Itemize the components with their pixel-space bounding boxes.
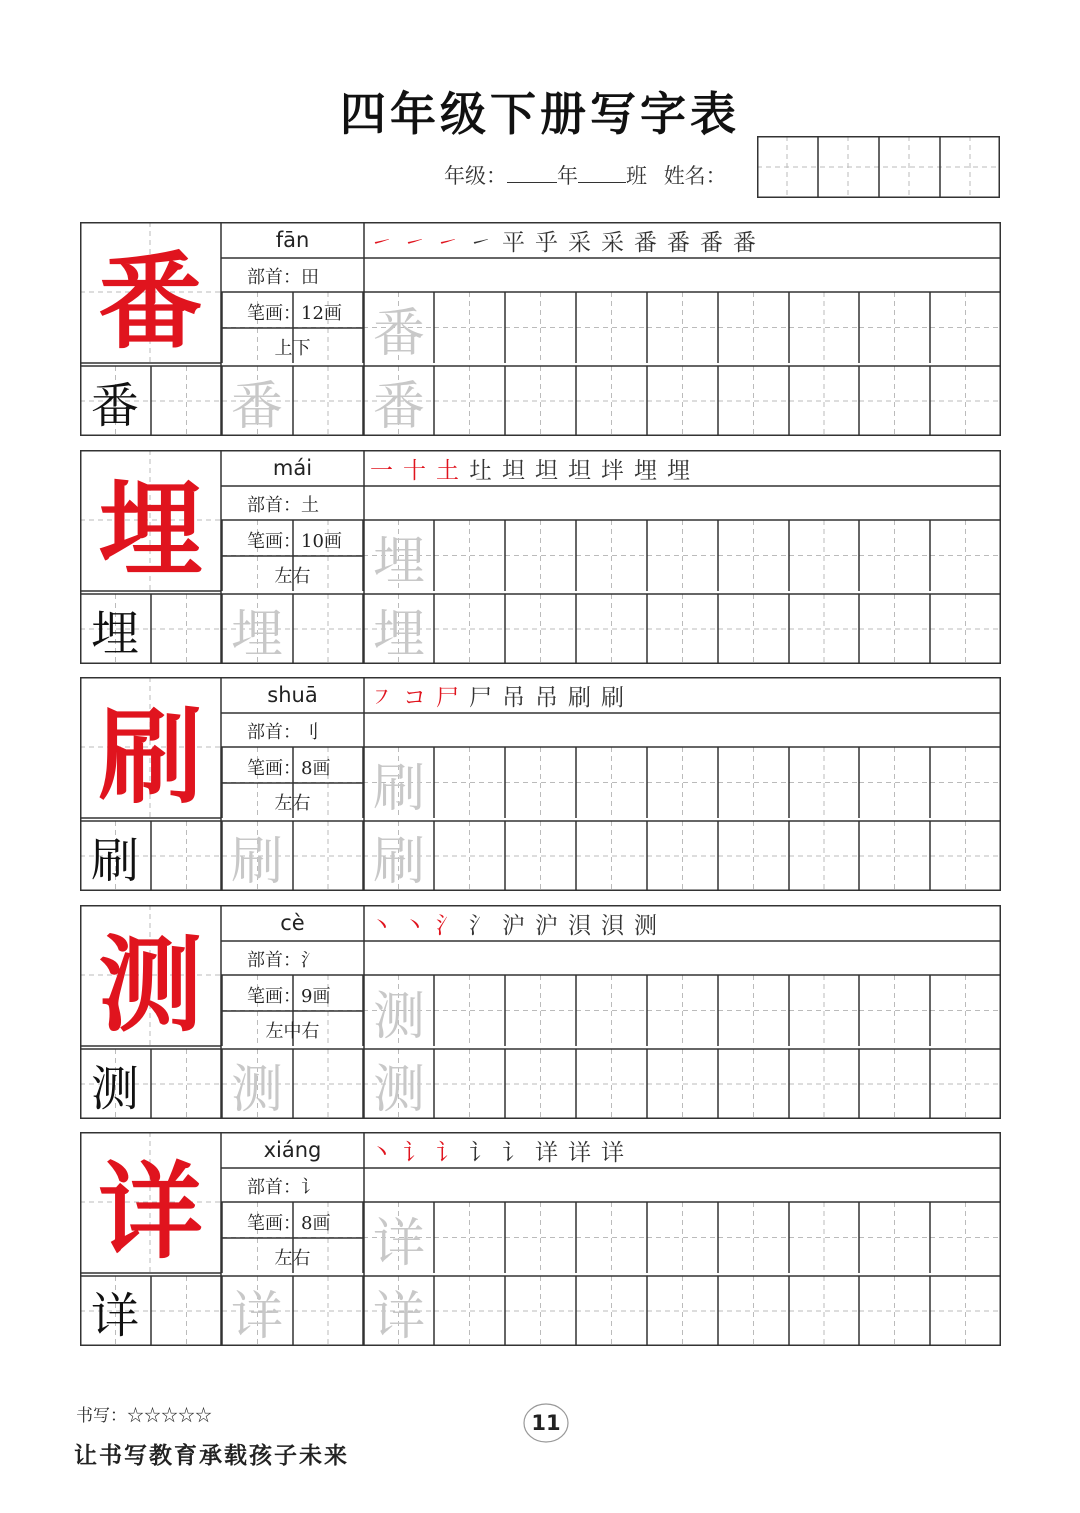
grade-blank[interactable]	[507, 163, 557, 183]
stroke-step: 采	[601, 229, 624, 256]
trace-character: 番	[372, 376, 425, 437]
character-block	[80, 1132, 1001, 1346]
stroke-step: 番	[667, 229, 690, 256]
stroke-count: 笔画：12画	[247, 302, 342, 324]
trace-character: 详	[230, 1286, 283, 1347]
stroke-step: ㇀	[469, 229, 492, 256]
radical-info: 部首：氵	[247, 949, 319, 971]
stroke-count: 笔画：9画	[247, 985, 331, 1007]
structure-type: 左中右	[265, 1020, 320, 1042]
name-label: 姓名：	[663, 164, 727, 188]
trace-character: 详	[372, 1286, 425, 1347]
stroke-step: 测	[634, 912, 657, 939]
stroke-step: 刷	[601, 684, 624, 711]
stroke-order	[370, 222, 990, 258]
stroke-step: 详	[535, 1139, 558, 1166]
stroke-order	[370, 1132, 990, 1168]
trace-character: 刷	[230, 831, 283, 892]
stroke-step: 浿	[601, 912, 624, 939]
stroke-step: 坢	[601, 457, 624, 484]
stroke-step: 氵	[436, 912, 459, 939]
character-block	[80, 450, 1001, 664]
stroke-step: 土	[436, 457, 459, 484]
stroke-step: 讠	[502, 1139, 525, 1166]
stroke-step: 丶	[370, 1139, 393, 1166]
stroke-step: 番	[634, 229, 657, 256]
stroke-count: 笔画：10画	[247, 530, 342, 552]
trace-character: 埋	[372, 531, 425, 592]
stroke-count: 笔画：8画	[247, 757, 331, 779]
stroke-step: ㇀	[403, 229, 426, 256]
stroke-step: 沪	[502, 912, 525, 939]
stroke-step: 坦	[535, 457, 558, 484]
stroke-step: 丶	[403, 912, 426, 939]
trace-character: 番	[230, 376, 283, 437]
trace-character: 刷	[372, 758, 425, 819]
stroke-step: 丶	[370, 912, 393, 939]
model-character-small: 测	[90, 1060, 139, 1117]
structure-type: 左右	[274, 792, 311, 814]
slogan: 让书写教育承载孩子未来	[74, 1442, 349, 1469]
stroke-step: 尸	[469, 684, 492, 711]
stroke-step: 吊	[535, 684, 558, 711]
stroke-step: 详	[601, 1139, 624, 1166]
structure-type: 上下	[274, 337, 311, 359]
stroke-step: 平	[502, 229, 525, 256]
stroke-step: 一	[370, 457, 393, 484]
stroke-step: 氵	[469, 912, 492, 939]
writing-rating: 书写：☆☆☆☆☆	[76, 1406, 212, 1426]
grade-label: 年级：	[444, 164, 507, 188]
trace-character: 番	[372, 303, 425, 364]
model-character-small: 埋	[90, 605, 139, 662]
trace-character: 详	[372, 1213, 425, 1274]
trace-character: 测	[372, 986, 425, 1047]
stroke-step: 圵	[469, 457, 492, 484]
pinyin: fān	[275, 228, 310, 252]
stroke-step: 沪	[535, 912, 558, 939]
stroke-step: 十	[403, 457, 426, 484]
character-block	[80, 677, 1001, 891]
stroke-count: 笔画：8画	[247, 1212, 331, 1234]
stroke-step: 乎	[535, 229, 558, 256]
model-character-small: 刷	[90, 832, 139, 889]
model-character-small: 番	[90, 377, 139, 434]
class-label: 班	[626, 164, 647, 188]
pinyin: cè	[280, 911, 305, 935]
model-character-large: 详	[98, 1149, 203, 1273]
model-character-large: 刷	[98, 694, 203, 818]
stroke-step: 吊	[502, 684, 525, 711]
stroke-order	[370, 677, 990, 713]
stroke-step: 尸	[436, 684, 459, 711]
year-label: 年	[557, 164, 578, 188]
stroke-step: 讠	[436, 1139, 459, 1166]
stroke-step: ㇇	[370, 684, 393, 711]
radical-info: 部首：讠	[247, 1176, 319, 1198]
trace-character: 刷	[372, 831, 425, 892]
stroke-step: 番	[700, 229, 723, 256]
radical-info: 部首：刂	[247, 721, 319, 743]
stroke-step: 埋	[634, 457, 657, 484]
character-block	[80, 222, 1001, 436]
stroke-step: 埋	[667, 457, 690, 484]
stroke-step: 坦	[502, 457, 525, 484]
structure-type: 左右	[274, 565, 311, 587]
stroke-order	[370, 450, 990, 486]
structure-type: 左右	[274, 1247, 311, 1269]
class-blank[interactable]	[578, 163, 626, 183]
model-character-large: 埋	[98, 467, 203, 591]
stroke-step: 浿	[568, 912, 591, 939]
stroke-step: コ	[403, 684, 426, 711]
name-writing-boxes[interactable]	[757, 136, 1000, 198]
stroke-step: 番	[733, 229, 756, 256]
model-character-large: 番	[98, 239, 203, 363]
stroke-step: 详	[568, 1139, 591, 1166]
trace-character: 测	[230, 1059, 283, 1120]
student-info-line	[444, 160, 727, 190]
trace-character: 埋	[230, 604, 283, 665]
trace-character: 测	[372, 1059, 425, 1120]
model-character-small: 详	[90, 1287, 139, 1344]
stroke-order	[370, 905, 990, 941]
pinyin: xiáng	[263, 1138, 322, 1162]
radical-info: 部首：田	[247, 266, 319, 288]
stroke-step: 采	[568, 229, 591, 256]
pinyin: shuā	[267, 683, 318, 707]
stroke-step: 刷	[568, 684, 591, 711]
radical-info: 部首：土	[247, 494, 319, 516]
model-character-large: 测	[98, 922, 203, 1046]
page-title: 四年级下册写字表	[340, 87, 740, 141]
stroke-step: 坦	[568, 457, 591, 484]
character-block	[80, 905, 1001, 1119]
stroke-step: 讠	[403, 1139, 426, 1166]
trace-character: 埋	[372, 604, 425, 665]
stroke-step: ㇀	[370, 229, 393, 256]
page-number: 11	[521, 1401, 571, 1445]
stroke-step: ㇀	[436, 229, 459, 256]
stroke-step: 讠	[469, 1139, 492, 1166]
pinyin: mái	[272, 456, 313, 480]
